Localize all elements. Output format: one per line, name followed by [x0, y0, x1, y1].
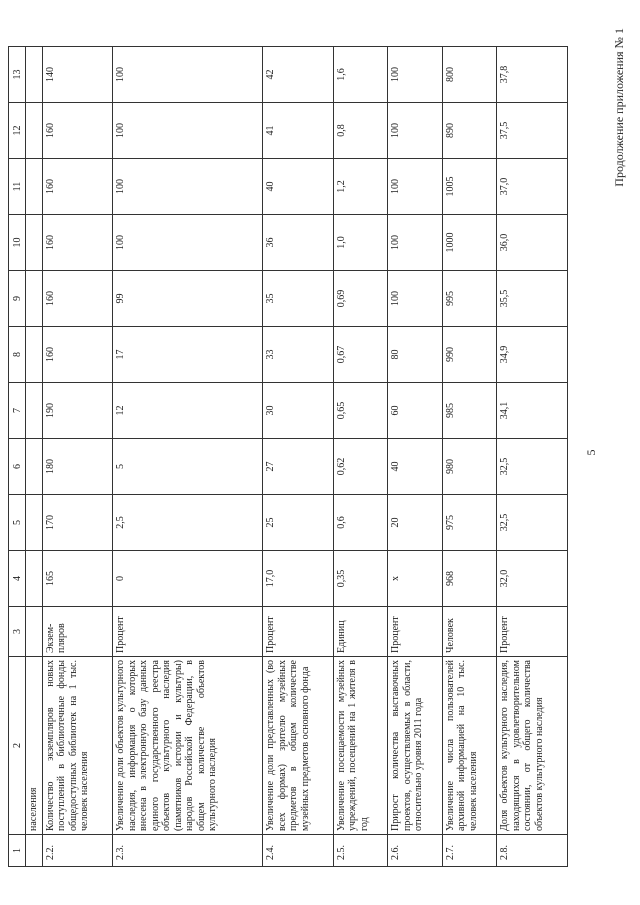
value-cell: 990 [442, 327, 497, 383]
indicator-name: Увеличение посещаемости музейных учреждений, посещений на 1 жителя в год [333, 657, 388, 835]
row-number: 2.6. [388, 835, 443, 867]
table-cell [26, 383, 43, 439]
value-cell: 1,6 [333, 47, 388, 103]
value-cell: 160 [42, 103, 113, 159]
page-number: 5 [584, 449, 598, 456]
column-header: 2 [9, 657, 26, 835]
value-cell: 975 [442, 495, 497, 551]
unit-cell: Экзем-пляров [42, 607, 113, 657]
value-cell: 1,0 [333, 215, 388, 271]
value-cell: 41 [263, 103, 334, 159]
table-cell [26, 159, 43, 215]
value-cell: 32,5 [497, 495, 568, 551]
value-cell: 20 [388, 495, 443, 551]
table-row [42, 47, 113, 867]
value-cell: 100 [113, 103, 263, 159]
value-cell: 100 [388, 103, 443, 159]
column-header: 7 [9, 383, 26, 439]
header-row [9, 47, 26, 867]
table-row [263, 47, 334, 867]
value-cell: 160 [42, 271, 113, 327]
value-cell: 0,69 [333, 271, 388, 327]
table-row [497, 47, 568, 867]
value-cell: 27 [263, 439, 334, 495]
column-header: 12 [9, 103, 26, 159]
value-cell: 34,1 [497, 383, 568, 439]
indicator-name: Количество экземпляров новых поступлений в библиотечные фонды общедоступных библиотек на 1 тыс. человек населения [42, 657, 113, 835]
value-cell: 968 [442, 551, 497, 607]
value-cell: 1000 [442, 215, 497, 271]
value-cell: 42 [263, 47, 334, 103]
continuation-row [26, 47, 43, 867]
value-cell: 25 [263, 495, 334, 551]
value-cell: 1005 [442, 159, 497, 215]
value-cell: 36,0 [497, 215, 568, 271]
indicator-name: Доля объектов культурного наследия, находящихся в удовлетворительном состоянии, от общего количества объектов культурного наследия [497, 657, 568, 835]
value-cell: 32,0 [497, 551, 568, 607]
indicator-name: Увеличение доли представленных (во всех формах) зрителю музейных предметов в общем количестве музейных предметов основного фонда [263, 657, 334, 835]
value-cell: 160 [42, 215, 113, 271]
value-cell: 160 [42, 327, 113, 383]
table-cell [26, 103, 43, 159]
value-cell: 34,9 [497, 327, 568, 383]
value-cell: 37,5 [497, 103, 568, 159]
value-cell: 100 [113, 47, 263, 103]
table-cell [26, 47, 43, 103]
row-number: 2.8. [497, 835, 568, 867]
table-cell [26, 835, 43, 867]
table-body [26, 47, 568, 867]
value-cell: 17,0 [263, 551, 334, 607]
row-number: 2.4. [263, 835, 334, 867]
table-row [113, 47, 263, 867]
value-cell: 80 [388, 327, 443, 383]
value-cell: 0 [113, 551, 263, 607]
continuation-text: населения [26, 657, 43, 835]
value-cell: 1,2 [333, 159, 388, 215]
value-cell: 140 [42, 47, 113, 103]
column-header: 3 [9, 607, 26, 657]
value-cell: 12 [113, 383, 263, 439]
value-cell: 32,5 [497, 439, 568, 495]
value-cell: 0,62 [333, 439, 388, 495]
table-cell [26, 439, 43, 495]
value-cell: 100 [388, 159, 443, 215]
unit-cell: Процент [113, 607, 263, 657]
value-cell: 165 [42, 551, 113, 607]
unit-cell: Процент [388, 607, 443, 657]
table-row [333, 47, 388, 867]
column-header: 4 [9, 551, 26, 607]
table-cell [26, 271, 43, 327]
value-cell: 40 [388, 439, 443, 495]
value-cell: 160 [42, 159, 113, 215]
value-cell: 190 [42, 383, 113, 439]
value-cell: 180 [42, 439, 113, 495]
value-cell: 0,6 [333, 495, 388, 551]
column-header: 11 [9, 159, 26, 215]
column-header: 5 [9, 495, 26, 551]
row-number: 2.5. [333, 835, 388, 867]
appendix-label: Продолжение приложения № 1 [612, 28, 626, 187]
value-cell: 37,0 [497, 159, 568, 215]
column-header: 6 [9, 439, 26, 495]
value-cell: 37,8 [497, 47, 568, 103]
column-header: 10 [9, 215, 26, 271]
value-cell: 0,67 [333, 327, 388, 383]
value-cell: 100 [388, 215, 443, 271]
unit-cell: Единиц [333, 607, 388, 657]
row-number: 2.2. [42, 835, 113, 867]
value-cell: 100 [388, 271, 443, 327]
table-cell [26, 495, 43, 551]
row-number: 2.3. [113, 835, 263, 867]
table-cell [26, 607, 43, 657]
value-cell: 2,5 [113, 495, 263, 551]
value-cell: 99 [113, 271, 263, 327]
column-header: 1 [9, 835, 26, 867]
value-cell: 0,35 [333, 551, 388, 607]
value-cell: 100 [388, 47, 443, 103]
value-cell: 980 [442, 439, 497, 495]
value-cell: 100 [113, 159, 263, 215]
value-cell: 35 [263, 271, 334, 327]
value-cell: 0,8 [333, 103, 388, 159]
value-cell: 985 [442, 383, 497, 439]
row-number: 2.7. [442, 835, 497, 867]
value-cell: 60 [388, 383, 443, 439]
indicator-name: Прирост количества выставочных проектов, осуществляемых в области, относительно уровня 2011 года [388, 657, 443, 835]
table-row [442, 47, 497, 867]
unit-cell: Процент [497, 607, 568, 657]
value-cell: 170 [42, 495, 113, 551]
table-cell [26, 215, 43, 271]
table-cell [26, 327, 43, 383]
column-header: 8 [9, 327, 26, 383]
indicators-table [8, 46, 568, 867]
table-cell [26, 551, 43, 607]
value-cell: 890 [442, 103, 497, 159]
unit-cell: Процент [263, 607, 334, 657]
table-row [388, 47, 443, 867]
unit-cell: Человек [442, 607, 497, 657]
value-cell: 5 [113, 439, 263, 495]
column-header: 9 [9, 271, 26, 327]
indicator-name: Увеличение доли объектов культурного наследия, информация о которых внесена в электронную базу данных единого государственного реестра объектов культурного наследия (памятников истории и культуры) народов Российской Федерации, в общем количестве объектов культурного наследия [113, 657, 263, 835]
value-cell: 40 [263, 159, 334, 215]
value-cell: 0,65 [333, 383, 388, 439]
value-cell: 800 [442, 47, 497, 103]
value-cell: 100 [113, 215, 263, 271]
value-cell: 17 [113, 327, 263, 383]
value-cell: 33 [263, 327, 334, 383]
value-cell: х [388, 551, 443, 607]
value-cell: 30 [263, 383, 334, 439]
value-cell: 995 [442, 271, 497, 327]
column-header: 13 [9, 47, 26, 103]
value-cell: 35,5 [497, 271, 568, 327]
indicator-name: Увеличение числа пользователей архивной информацией на 10 тыс. человек населения [442, 657, 497, 835]
value-cell: 36 [263, 215, 334, 271]
